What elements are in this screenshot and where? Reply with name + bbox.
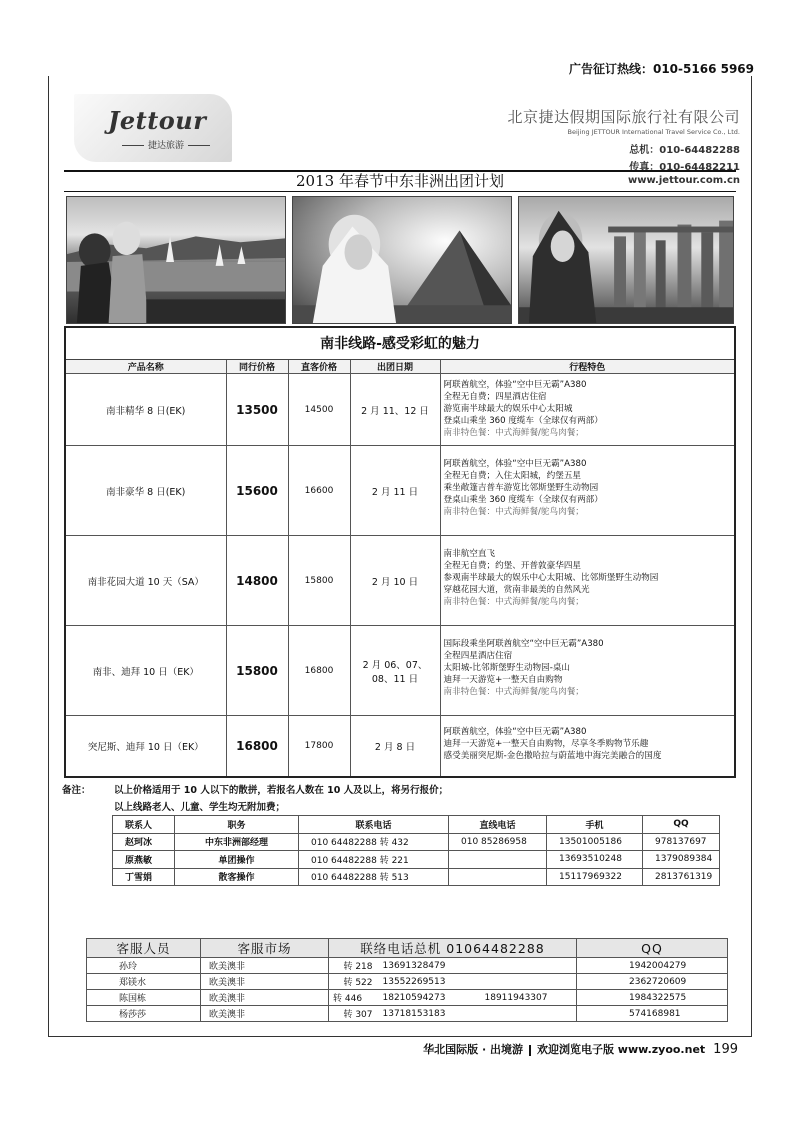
feature-line: 感受美丽突尼斯-金色撒哈拉与蔚蓝地中海完美融合的国度 bbox=[443, 751, 662, 761]
contact-name: 赵珂冰 bbox=[113, 833, 175, 851]
feature-line: 全程四星酒店住宿 bbox=[443, 651, 513, 661]
feature-line: 国际段乘坐阿联酋航空“空中巨无霸”A380 bbox=[443, 639, 604, 649]
feature-line: 穿越花园大道，赏南非最美的自然风光 bbox=[443, 585, 590, 595]
staff-mobile-2 bbox=[477, 1006, 577, 1022]
departure-date: 2 月 06、07、08、11 日 bbox=[350, 626, 440, 716]
staff-qq: 1984322575 bbox=[577, 990, 728, 1006]
feature-line: 阿联酋航空，体验“空中巨无霸”A380 bbox=[443, 727, 587, 737]
staff-name: 杨莎莎 bbox=[87, 1006, 201, 1022]
trade-price: 14800 bbox=[226, 536, 288, 626]
staff-extension: 转 218 bbox=[329, 958, 377, 974]
product-name: 南非精华 8 日(EK) bbox=[66, 374, 226, 446]
route-features bbox=[440, 536, 734, 626]
trade-price: 13500 bbox=[226, 374, 288, 446]
customer-service-table bbox=[86, 938, 728, 1022]
contact-mobile: 13693510248 bbox=[547, 851, 643, 869]
staff-qq: 1942004279 bbox=[577, 958, 728, 974]
staff-market: 欧美澳非 bbox=[201, 958, 329, 974]
feature-line: 南非特色餐：中式海鲜餐/鸵鸟肉餐； bbox=[443, 428, 584, 438]
routes-header-row bbox=[66, 360, 734, 374]
table-row bbox=[66, 374, 734, 446]
header-switchboard: 联络电话总机 01064482288 bbox=[329, 939, 577, 958]
retail-price: 14500 bbox=[288, 374, 350, 446]
notes-block bbox=[62, 782, 448, 816]
feature-line: 南非航空直飞 bbox=[443, 549, 496, 559]
header-position: 职务 bbox=[175, 816, 299, 834]
feature-line: 南非特色餐：中式海鲜餐/鸵鸟肉餐； bbox=[443, 507, 584, 517]
feature-line: 全程无自费；入住太阳城，约堡五星 bbox=[443, 471, 582, 481]
header-product: 产品名称 bbox=[66, 360, 226, 374]
staff-mobile-2 bbox=[477, 958, 577, 974]
staff-mobile-2: 18911943307 bbox=[477, 990, 577, 1006]
feature-line: 迪拜一天游览+一整天自由购物，尽享冬季购物节乐趣 bbox=[443, 739, 649, 749]
contact-position: 中东非洲部经理 bbox=[175, 833, 299, 851]
feature-line: 游览南半球最大的娱乐中心太阳城 bbox=[443, 404, 573, 414]
header-mobile: 手机 bbox=[547, 816, 643, 834]
notes-label: 备注： bbox=[62, 785, 91, 796]
contact-direct-line bbox=[449, 851, 547, 869]
feature-line: 全程无自费；四星酒店住宿 bbox=[443, 392, 547, 402]
table-row bbox=[66, 536, 734, 626]
contact-qq: 2813761319 bbox=[643, 868, 720, 886]
table-row bbox=[87, 1006, 728, 1022]
departure-date: 2 月 10 日 bbox=[350, 536, 440, 626]
table-row bbox=[66, 626, 734, 716]
table-row bbox=[87, 974, 728, 990]
footer-text bbox=[423, 1041, 738, 1057]
feature-line: 登桌山乘坐 360 度缆车（全球仅有两部） bbox=[443, 495, 603, 505]
company-name: 北京捷达假期国际旅行社有限公司 bbox=[507, 108, 740, 126]
retail-price: 15800 bbox=[288, 536, 350, 626]
trade-price: 15800 bbox=[226, 626, 288, 716]
product-name: 突尼斯、迪拜 10 日（EK） bbox=[66, 716, 226, 776]
feature-line: 阿联酋航空，体验“空中巨无霸”A380 bbox=[443, 459, 587, 469]
route-features bbox=[440, 626, 734, 716]
contact-position: 散客操作 bbox=[175, 868, 299, 886]
company-url: www.jettour.com.cn bbox=[627, 175, 740, 186]
staff-market: 欧美澳非 bbox=[201, 974, 329, 990]
page-number: 199 bbox=[713, 1042, 738, 1057]
feature-line: 南非特色餐：中式海鲜餐/鸵鸟肉餐； bbox=[443, 687, 584, 697]
company-phone: 总机：010-64482288 bbox=[629, 145, 740, 156]
feature-line: 迪拜一天游览+一整天自由购物 bbox=[443, 675, 563, 685]
south-africa-routes bbox=[64, 326, 736, 778]
table-row bbox=[87, 958, 728, 974]
departure-date: 2 月 11、12 日 bbox=[350, 374, 440, 446]
header-retail-price: 直客价格 bbox=[288, 360, 350, 374]
staff-extension: 转 522 bbox=[329, 974, 377, 990]
table-row bbox=[113, 833, 720, 851]
staff-name: 郑镁水 bbox=[87, 974, 201, 990]
header-service-staff: 客服人员 bbox=[87, 939, 201, 958]
table-row bbox=[66, 716, 734, 776]
retail-price: 16800 bbox=[288, 626, 350, 716]
staff-mobile-2 bbox=[477, 974, 577, 990]
photo-woman-temple bbox=[518, 196, 734, 324]
trade-price: 15600 bbox=[226, 446, 288, 536]
route-features bbox=[440, 716, 734, 776]
staff-extension: 转 307 bbox=[329, 1006, 377, 1022]
staff-mobile: 13718153183 bbox=[377, 1006, 477, 1022]
staff-market: 欧美澳非 bbox=[201, 1006, 329, 1022]
trade-price: 16800 bbox=[226, 716, 288, 776]
contact-mobile: 15117969322 bbox=[547, 868, 643, 886]
departure-date: 2 月 11 日 bbox=[350, 446, 440, 536]
staff-mobile: 18210594273 bbox=[377, 990, 477, 1006]
product-name: 南非、迪拜 10 日（EK） bbox=[66, 626, 226, 716]
logo-subtitle: 捷达旅游 bbox=[118, 138, 214, 151]
route-features bbox=[440, 374, 734, 446]
table-row bbox=[113, 851, 720, 869]
photo-couple-harbor bbox=[66, 196, 286, 324]
header-qq: QQ bbox=[643, 816, 720, 834]
contacts-header-row bbox=[113, 816, 720, 834]
table-row bbox=[113, 868, 720, 886]
staff-name: 孙玲 bbox=[87, 958, 201, 974]
routes-table bbox=[66, 360, 734, 776]
contact-mobile: 13501005186 bbox=[547, 833, 643, 851]
contact-phone: 010 64482288 转 513 bbox=[299, 868, 449, 886]
header-phone: 联系电话 bbox=[299, 816, 449, 834]
retail-price: 17800 bbox=[288, 716, 350, 776]
service-header-row bbox=[87, 939, 728, 958]
product-name: 南非豪华 8 日(EK) bbox=[66, 446, 226, 536]
header-direct-line: 直线电话 bbox=[449, 816, 547, 834]
feature-line: 阿联酋航空，体验“空中巨无霸”A380 bbox=[443, 380, 587, 390]
staff-extension: 转 446 bbox=[329, 990, 377, 1006]
company-fax: 传真：010-64482211 bbox=[629, 162, 740, 173]
departure-date: 2 月 8 日 bbox=[350, 716, 440, 776]
contact-name: 丁雪娟 bbox=[113, 868, 175, 886]
page-footer bbox=[0, 1036, 800, 1056]
table-row bbox=[66, 446, 734, 536]
feature-line: 参观南半球最大的娱乐中心太阳城、比邻斯堡野生动物园 bbox=[443, 573, 659, 583]
page-title: 2013 年春节中东非洲出团计划 bbox=[64, 170, 736, 192]
ad-hotline: 广告征订热线：010-5166 5969 bbox=[568, 62, 754, 76]
contact-phone: 010 64482288 转 432 bbox=[299, 833, 449, 851]
staff-qq: 574168981 bbox=[577, 1006, 728, 1022]
footer-slogan[interactable]: 欢迎浏览电子版 www.zyoo.net bbox=[536, 1043, 706, 1056]
retail-price: 16600 bbox=[288, 446, 350, 536]
logo-wordmark: Jettour bbox=[108, 106, 207, 135]
feature-line: 南非特色餐：中式海鲜餐/鸵鸟肉餐； bbox=[443, 597, 584, 607]
contacts-table bbox=[112, 815, 720, 886]
header-contact: 联系人 bbox=[113, 816, 175, 834]
staff-qq: 2362720609 bbox=[577, 974, 728, 990]
company-name-en: Beijing JETTOUR International Travel Service Co., Ltd. bbox=[567, 128, 740, 136]
product-name: 南非花园大道 10 天（SA） bbox=[66, 536, 226, 626]
contact-qq: 1379089384 bbox=[643, 851, 720, 869]
header-trade-price: 同行价格 bbox=[226, 360, 288, 374]
feature-line: 全程无自费；约堡、开普敦豪华四星 bbox=[443, 561, 582, 571]
staff-name: 陈国栋 bbox=[87, 990, 201, 1006]
header-service-market: 客服市场 bbox=[201, 939, 329, 958]
footer-divider bbox=[48, 1036, 752, 1037]
contact-direct-line: 010 85286958 bbox=[449, 833, 547, 851]
staff-market: 欧美澳非 bbox=[201, 990, 329, 1006]
staff-mobile: 13552269513 bbox=[377, 974, 477, 990]
table-row bbox=[87, 990, 728, 1006]
feature-line: 太阳城-比邻斯堡野生动物园-桌山 bbox=[443, 663, 571, 673]
contact-name: 原燕敏 bbox=[113, 851, 175, 869]
route-features bbox=[440, 446, 734, 536]
header-features: 行程特色 bbox=[440, 360, 734, 374]
routes-title: 南非线路-感受彩虹的魅力 bbox=[66, 328, 734, 360]
footer-separator bbox=[529, 1045, 531, 1056]
feature-line: 登桌山乘坐 360 度缆车（全球仅有两部） bbox=[443, 416, 603, 426]
header-departure: 出团日期 bbox=[350, 360, 440, 374]
contact-phone: 010 64482288 转 221 bbox=[299, 851, 449, 869]
note-line: 以上线路老人、儿童、学生均无附加费； bbox=[114, 802, 286, 813]
photo-woman-pyramid bbox=[292, 196, 512, 324]
staff-mobile: 13691328479 bbox=[377, 958, 477, 974]
contact-position: 单团操作 bbox=[175, 851, 299, 869]
contact-qq: 978137697 bbox=[643, 833, 720, 851]
contact-direct-line bbox=[449, 868, 547, 886]
note-line: 以上价格适用于 10 人以下的散拼，若报名人数在 10 人及以上，将另行报价； bbox=[114, 785, 449, 796]
footer-section: 华北国际版 · 出境游 bbox=[423, 1043, 523, 1056]
jettour-logo bbox=[74, 94, 232, 162]
feature-line: 乘坐敞篷吉普车游览比邻斯堡野生动物园 bbox=[443, 483, 599, 493]
header-qq: QQ bbox=[577, 939, 728, 958]
